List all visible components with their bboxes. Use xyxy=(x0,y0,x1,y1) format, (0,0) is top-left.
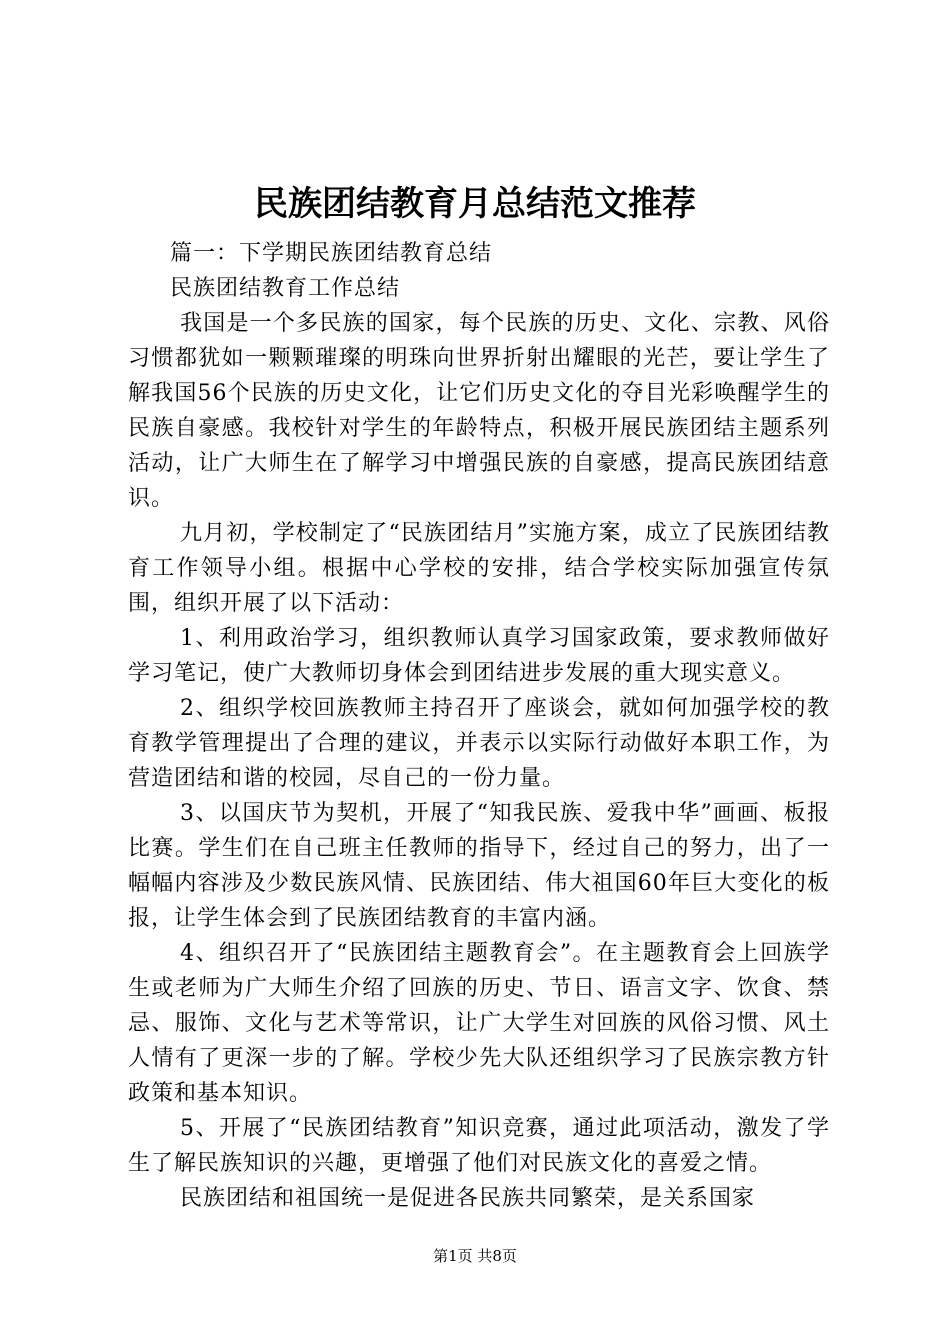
document-title: 民族团结教育月总结范文推荐 xyxy=(254,184,696,224)
document-body xyxy=(128,236,830,1216)
subtitle: 民族团结教育工作总结 xyxy=(170,276,401,301)
section-heading: 篇一：下学期民族团结教育总结 xyxy=(170,241,493,266)
list-paragraph: 1、利用政治学习，组织教师认真学习国家政策，要求教师做好学习笔记，使广大教师切身体会到团结进步发展的重大现实意义。 xyxy=(128,626,830,686)
list-paragraph: 4、组织召开了“民族团结主题教育会”。在主题教育会上回族学生或老师为广大师生介绍了回族的历史、节日、语言文字、饮食、禁忌、服饰、文化与艺术等常识，让广大学生对回族的风俗习惯、风土人情有了更深一步的了解。学校少先大队还组织学习了民族宗教方针政策和基本知识。 xyxy=(128,941,830,1106)
paragraph: 我国是一个多民族的国家，每个民族的历史、文化、宗教、风俗习惯都犹如一颗颗璀璨的明珠向世界折射出耀眼的光芒，要让学生了解我国56个民族的历史文化，让它们历史文化的夺目光彩唤醒学生的民族自豪感。我校针对学生的年龄特点，积极开展民族团结主题系列活动，让广大师生在了解学习中增强民族的自豪感，提高民族团结意识。 xyxy=(128,311,830,511)
paragraph: 民族团结和祖国统一是促进各民族共同繁荣，是关系国家 xyxy=(180,1186,756,1211)
page-footer: 第1页 共8页 xyxy=(433,1247,517,1265)
list-paragraph: 2、组织学校回族教师主持召开了座谈会，就如何加强学校的教育教学管理提出了合理的建议，并表示以实际行动做好本职工作，为营造团结和谐的校园，尽自己的一份力量。 xyxy=(128,696,830,791)
list-paragraph: 3、以国庆节为契机，开展了“知我民族、爱我中华”画画、板报比赛。学生们在自己班主任教师的指导下，经过自己的努力，出了一幅幅内容涉及少数民族风情、民族团结、伟大祖国60年巨大变化的板报，让学生体会到了民族团结教育的丰富内涵。 xyxy=(128,801,830,931)
paragraph: 九月初，学校制定了“民族团结月”实施方案，成立了民族团结教育工作领导小组。根据中心学校的安排，结合学校实际加强宣传氛围，组织开展了以下活动： xyxy=(128,521,830,616)
list-paragraph: 5、开展了“民族团结教育”知识竞赛，通过此项活动，激发了学生了解民族知识的兴趣，更增强了他们对民族文化的喜爱之情。 xyxy=(128,1116,830,1176)
